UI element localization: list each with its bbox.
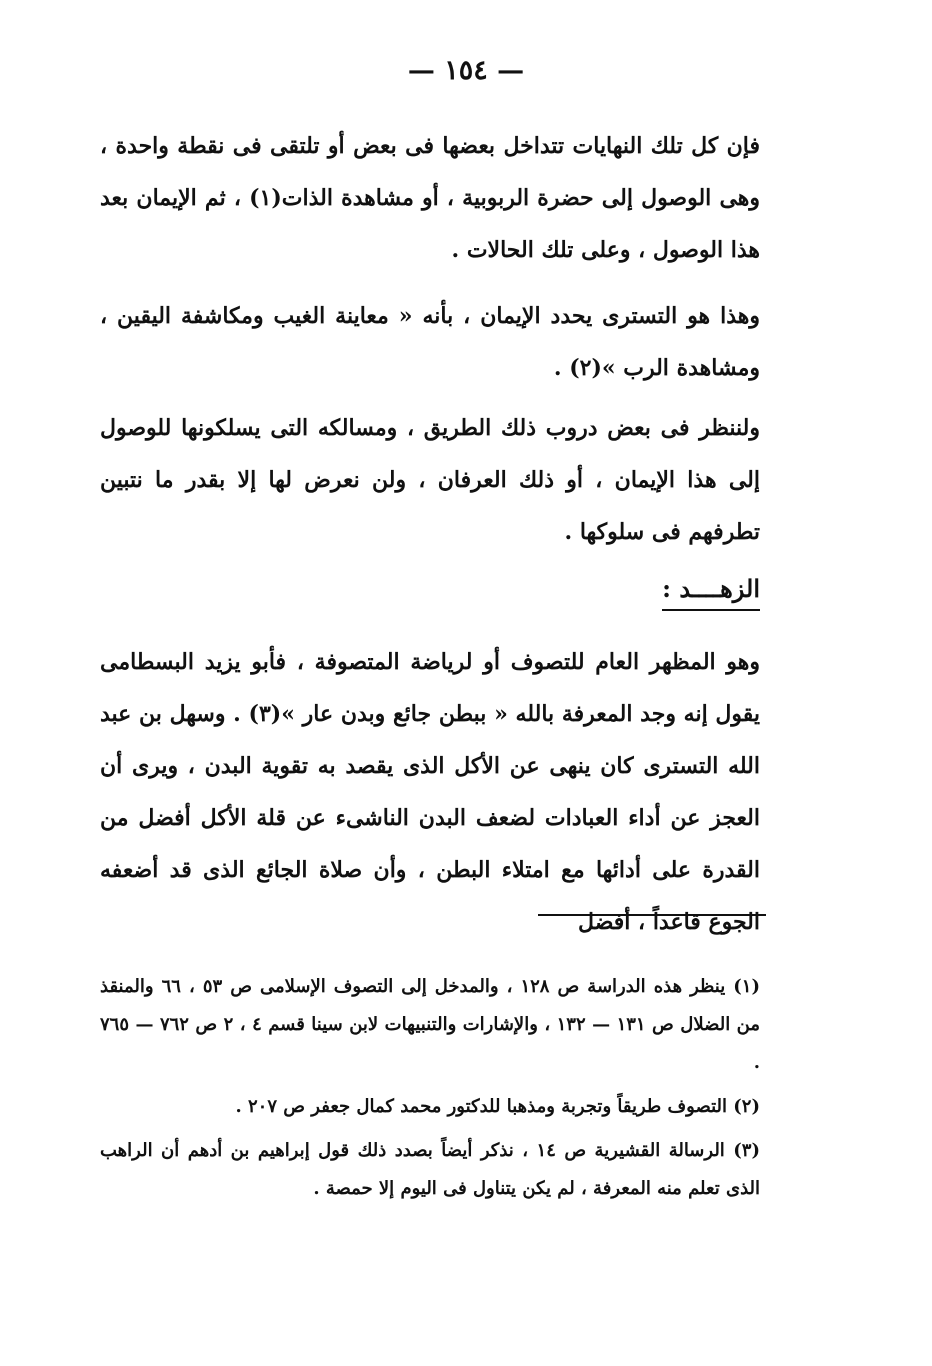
paragraph-1: فإن كل تلك النهايات تتداخل بعضها فى بعض أو تلتقى فى نقطة واحدة ، وهى الوصول إلى حضرة الربوبية ، أو مشاهدة الذات(١) ، ثم الإيمان بعد هذا الوصول ، وعلى تلك الحالات . bbox=[100, 133, 761, 263]
footnotes bbox=[100, 968, 760, 1214]
paragraph-3: ولننظر فى بعض دروب ذلك الطريق ، ومسالكه التى يسلكونها للوصول إلى هذا الإيمان ، أو ذلك العرفان ، ولن نعرض لها إلا بقدر ما نتبين تطرفهم فى سلوكها . bbox=[100, 415, 760, 545]
footnote-1: (١) ينظر هذه الدراسة ص ١٢٨ ، والمدخل إلى التصوف الإسلامى ص ٥٣ ، ٦٦ والمنقذ من الضلال ص ١٣١ — ١٣٢ ، والإشارات والتنبيهات لابن سينا قسم ٤ ، ٢ ص ٧٦٢ — ٧٦٥ . bbox=[100, 976, 760, 1073]
page-number: — ١٥٤ — bbox=[407, 55, 525, 86]
footnote-divider bbox=[538, 914, 766, 916]
section-heading: الزهــــد : bbox=[662, 572, 760, 611]
paragraph-4: وهو المظهر العام للتصوف أو لرياضة المتصوفة ، فأبو يزيد البسطامى يقول إنه وجد المعرفة بالله « ببطن جائع وبدن عار »(٣) . وسهل بن عبد الله التسترى كان ينهى عن الأكل الذى يقصد به تقوية البدن ، ويرى أن العجز عن أداء العبادات لضعف البدن الناشىء عن قلة الأكل أفضل من القدرة على أدائها مع امتلاء البطن ، وأن صلاة الجائع الذى قد أضعفه الجوع قاعداً ، أفضل bbox=[100, 649, 760, 935]
footnote-3: (٣) الرسالة القشيرية ص ١٤ ، نذكر أيضاً بصدد ذلك قول إبراهيم بن أدهم أن الراهب الذى تعلم منه المعرفة ، لم يكن يتناول فى اليوم إلا حمصة . bbox=[100, 1140, 760, 1199]
paragraph-2: وهذا هو التسترى يحدد الإيمان ، بأنه « معاينة الغيب ومكاشفة اليقين ، ومشاهدة الرب »(٢) . bbox=[100, 303, 760, 381]
footnote-2: (٢) التصوف طريقاً وتجربة ومذهبا للدكتور محمد كمال جعفر ص ٢٠٧ . bbox=[235, 1096, 760, 1117]
